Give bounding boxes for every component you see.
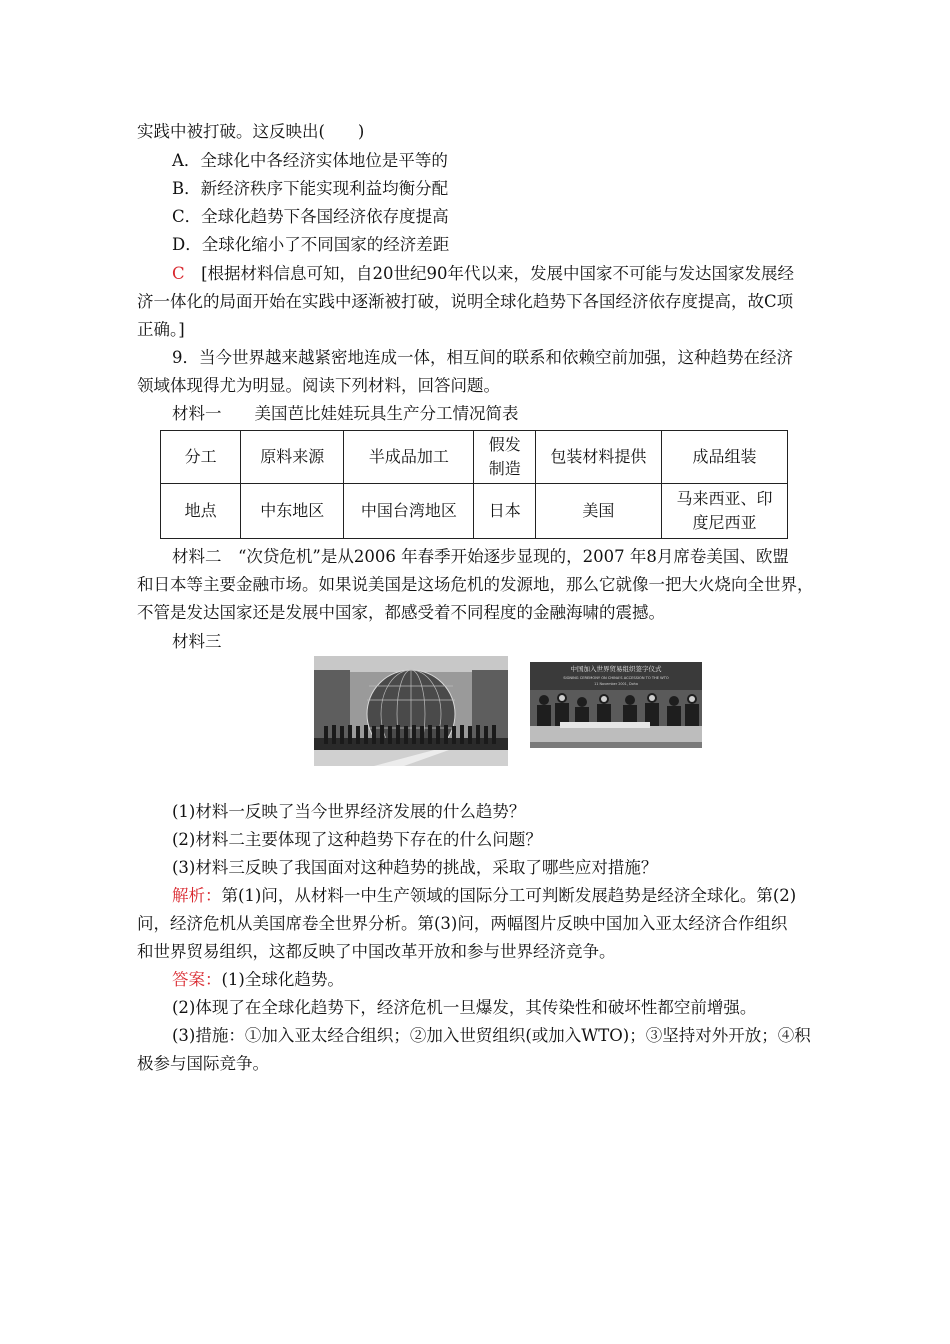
analysis-line-2: 问，经济危机从美国席卷全世界分析。第(3)问，两幅图片反映中国加入亚太经济合作组织	[137, 914, 788, 933]
table-header-row	[161, 431, 788, 484]
q9-intro-line-2: 领域体现得尤为明显。阅读下列材料，回答问题。	[137, 376, 500, 395]
table-cell: 地点	[161, 484, 241, 539]
material1-heading	[172, 403, 519, 425]
table-cell: 中东地区	[241, 484, 344, 539]
table-cell: 假发 制造	[474, 431, 535, 484]
material2-line-3: 不管是发达国家还是发展中国家，都感受着不同程度的金融海啸的震撼。	[137, 603, 665, 622]
material2-line-1: 材料二 “次贷危机”是从2006 年春季开始逐步显现的，2007 年8月席卷美国、欧盟	[172, 547, 789, 566]
q9-question-3: (3)材料三反映了我国面对这种趋势的挑战，采取了哪些应对措施？	[172, 858, 658, 877]
wto-banner-subtitle: SIGNING CEREMONY ON CHINA'S ACCESSION TO THE WTO	[563, 676, 669, 680]
table-row	[161, 484, 788, 539]
material1-label: 材料一	[172, 404, 222, 423]
table-cell: 中国台湾地区	[344, 484, 474, 539]
table-cell: 美国	[535, 484, 661, 539]
q8-stem-tail: 实践中被打破。这反映出( )	[137, 122, 365, 141]
table-cell: 分工	[161, 431, 241, 484]
wto-banner-date: 11 November 2001, Doha	[594, 682, 638, 686]
answer-line-2: (2)体现了在全球化趋势下，经济危机一旦爆发，其传染性和破坏性都空前增强。	[172, 998, 757, 1017]
q8-explanation-line-1: C [根据材料信息可知，自20世纪90年代以来，发展中国家不可能与发达国家发展经	[172, 264, 795, 283]
q8-explanation-line-2: 济一体化的局面开始在实践中逐渐被打破，说明全球化趋势下各国经济依存度提高，故C项	[137, 292, 794, 311]
wto-signing-photo	[530, 662, 702, 748]
division-of-labor-table	[160, 430, 788, 539]
q8-option-a: A．全球化中各经济实体地位是平等的	[172, 151, 448, 170]
table-cell: 日本	[474, 484, 535, 539]
table-cell: 成品组装	[661, 431, 787, 484]
answer-label: 答案：	[172, 970, 222, 989]
material3-label: 材料三	[172, 632, 222, 651]
answer-line-3: (3)措施：①加入亚太经合组织；②加入世贸组织(或加入WTO)；③坚持对外开放；④积	[172, 1026, 811, 1045]
answer-line-1: 答案：(1)全球化趋势。	[172, 970, 344, 989]
table-cell: 半成品加工	[344, 431, 474, 484]
q8-option-b: B．新经济秩序下能实现利益均衡分配	[172, 179, 449, 198]
wto-banner-title: 中国加入世界贸易组织签字仪式	[570, 665, 662, 673]
q8-option-c: C．全球化趋势下各国经济依存度提高	[172, 207, 449, 226]
apec-group-photo	[314, 656, 508, 766]
q9-intro-line-1: 9．当今世界越来越紧密地连成一体，相互间的联系和依赖空前加强，这种趋势在经济	[172, 348, 793, 367]
table-cell: 原料来源	[241, 431, 344, 484]
table-cell: 马来西亚、印 度尼西亚	[661, 484, 787, 539]
analysis-label: 解析：	[172, 886, 222, 905]
q8-answer-letter: C	[172, 264, 185, 283]
q8-option-d: D．全球化缩小了不同国家的经济差距	[172, 235, 450, 254]
analysis-line-1: 解析：第(1)问，从材料一中生产领域的国际分工可判断发展趋势是经济全球化。第(2)	[172, 886, 797, 905]
q9-question-1: (1)材料一反映了当今世界经济发展的什么趋势？	[172, 802, 526, 821]
q8-explanation-line-3: 正确。]	[137, 320, 185, 339]
material2-line-2: 和日本等主要金融市场。如果说美国是这场危机的发源地，那么它就像一把大火烧向全世界，	[137, 575, 814, 594]
material1-title: 美国芭比娃娃玩具生产分工情况简表	[254, 404, 519, 423]
table-cell: 包装材料提供	[535, 431, 661, 484]
answer-line-4: 极参与国际竞争。	[137, 1054, 269, 1073]
q9-question-2: (2)材料二主要体现了这种趋势下存在的什么问题？	[172, 830, 542, 849]
analysis-line-3: 和世界贸易组织，这都反映了中国改革开放和参与世界经济竞争。	[137, 942, 616, 961]
